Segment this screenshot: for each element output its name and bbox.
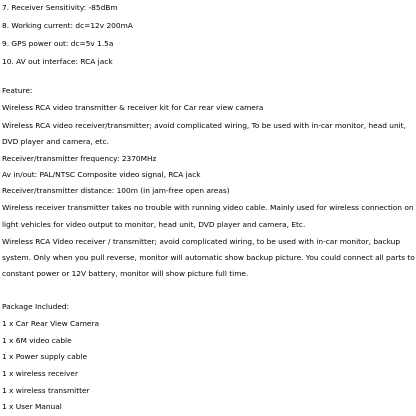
feature-no-trouble-line-1: Wireless receiver transmitter takes no trouble with running video cable. Mainly used for wireless connection on xyxy=(2,203,414,212)
package-item: 1 x 6M video cable xyxy=(2,336,72,345)
package-heading: Package Included: xyxy=(2,302,70,311)
spec-receiver-sensitivity: 7. Receiver Sensitivity: -85dBm xyxy=(2,3,118,12)
feature-backup-line-1: Wireless RCA Video receiver / transmitter; avoid complicated wiring, to be used with in-car monitor, backup xyxy=(2,237,401,246)
feature-no-trouble-line-2: light vehicles for video output to monitor, head unit, DVD player and camera, Etc. xyxy=(2,220,306,229)
feature-frequency: Receiver/transmitter frequency: 2370MHz xyxy=(2,154,157,163)
package-item: 1 x Car Rear View Camera xyxy=(2,319,100,328)
spec-working-current: 8. Working current: dc=12v 200mA xyxy=(2,21,133,30)
feature-backup-line-2: system. Only when you pull reverse, monitor will automatic show backup picture. You could connect all parts to xyxy=(2,253,415,262)
package-item: 1 x Power supply cable xyxy=(2,352,88,361)
feature-av-in-out: Av in/out: PAL/NTSC Composite video signal, RCA jack xyxy=(2,170,201,179)
spec-av-out-interface: 10. AV out interface: RCA jack xyxy=(2,57,113,66)
spec-gps-power-out: 9. GPS power out: dc=5v 1.5a xyxy=(2,39,114,48)
package-item: 1 x User Manual xyxy=(2,402,62,411)
feature-backup-line-3: constant power or 12V battery, monitor will show picture full time. xyxy=(2,269,249,278)
feature-avoid-wiring-line-2: DVD player and camera, etc. xyxy=(2,137,109,146)
package-item: 1 x wireless receiver xyxy=(2,369,78,378)
feature-distance: Receiver/transmitter distance: 100m (in jam-free open areas) xyxy=(2,186,230,195)
feature-heading: Feature: xyxy=(2,86,33,95)
feature-kit-description: Wireless RCA video transmitter & receiver kit for Car rear view camera xyxy=(2,103,264,112)
package-item: 1 x wireless transmitter xyxy=(2,386,90,395)
feature-avoid-wiring-line-1: Wireless RCA video receiver/transmitter; avoid complicated wiring, To be used with in-car monitor, head unit, xyxy=(2,121,406,130)
